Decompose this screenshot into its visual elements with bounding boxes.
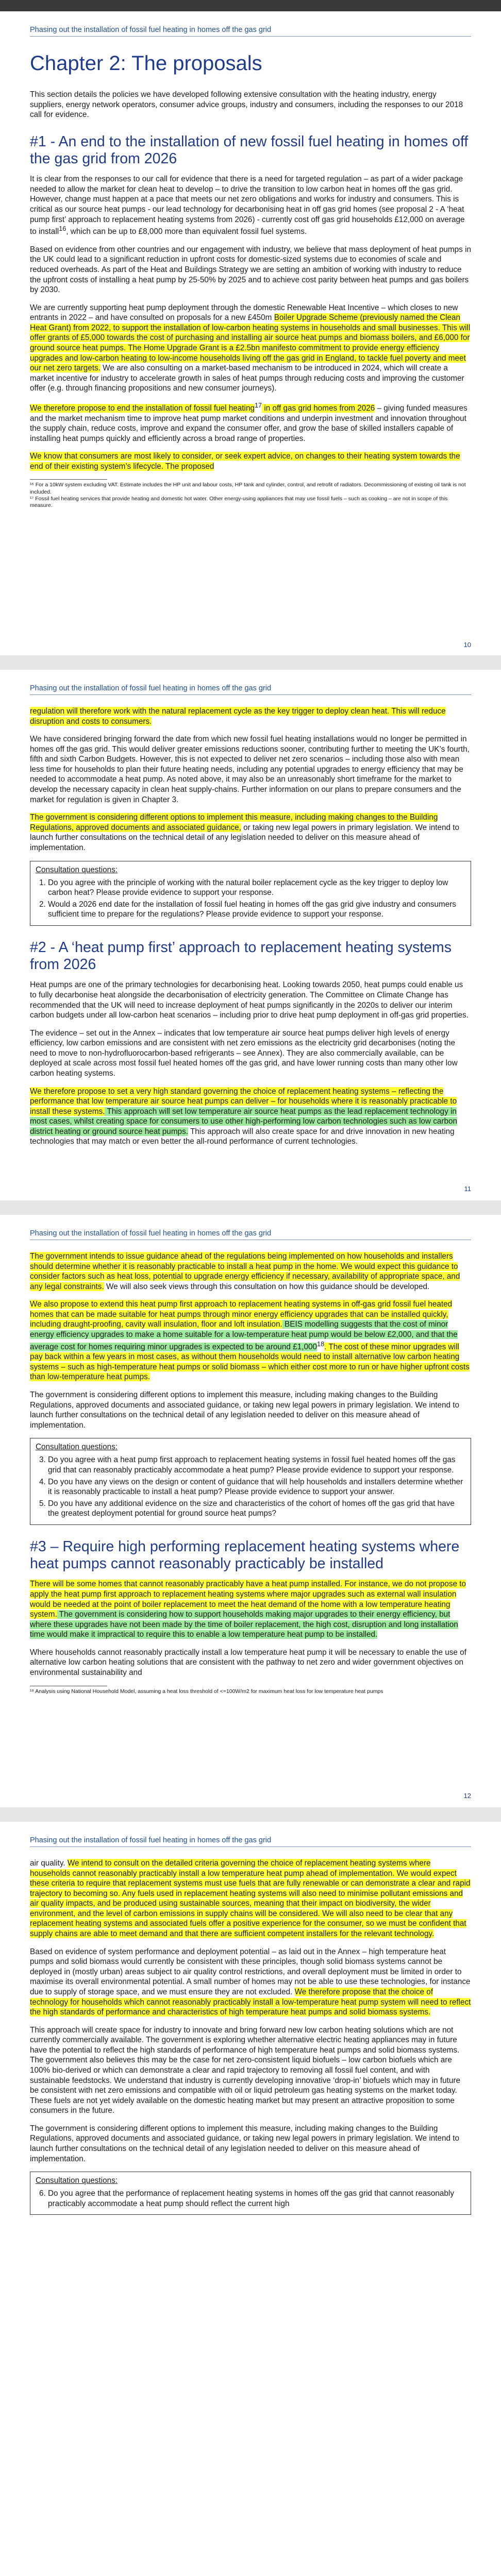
body-paragraph: Heat pumps are one of the primary technologies for decarbonising heat. Looking towards 2050, heat pumps could enable us to fully decarbonise heat alongside the decarbonisation of electricity generation. The Committee on Climate Change has recommended that the UK will need to increase deployment of heat pumps significantly in the 2020s to deliver our interim carbon budgets under all low-carbon heat scenarios – including prior to drive heat pump deployment in off-gas grid properties. xyxy=(30,980,469,1020)
section-heading: #3 – Require high performing replacement heating systems where heat pumps cannot reasonably practicably be installed xyxy=(30,1538,460,1572)
footnote: ¹⁸ Analysis using National Household Model, assuming a heat loss threshold of <=100W/m2 for maximum heat loss for low temperature heat pumps xyxy=(30,1688,383,1694)
body-paragraph: Based on evidence from other countries and our engagement with industry, we believe that mass deployment of heat pumps in the UK could lead to a significant reduction in upfront costs for domestic-sized systems due to economies of scale and reduced overheads. As part of the Heat and Buildings Strategy we are setting an ambition of working with industry to reduce the upfront costs of installing a heat pump by 25-50% by 2025 and to achieve cost parity between heat pumps and gas boilers by 2030. xyxy=(30,245,471,295)
page-number: 10 xyxy=(463,641,471,649)
consultation-question: 1. Do you agree with the principle of working with the natural boiler replacement cycle as the key trigger to deploy low carbon heat? Please provide evidence to support your response. xyxy=(48,878,465,898)
highlighted-text: regulation will therefore work with the natural replacement cycle as the key trigger to deploy clean heat. This will reduce disruption and costs to consumers. xyxy=(30,707,446,726)
running-header: Phasing out the installation of fossil fuel heating in homes off the gas grid xyxy=(30,1836,471,1847)
highlighted-text: We therefore propose that the choice of technology for households which cannot reasonably practicably install a low-temperature heat pump system will need to reflect the high standards of performance and characteristics of high temperature heat pumps and solid biomass systems. xyxy=(30,1987,471,2017)
page-number: 12 xyxy=(463,1792,471,1800)
highlighted-text: We intend to consult on the detailed criteria governing the choice of replacement heating systems where households cannot reasonably practicably install a low temperature heat pump ahead of implementation. We would expect these criteria to require that replacement systems must use fuels that are fully renewable or can demonstrate a clear and rapid trajectory to becoming so. Any fuels used in replacement heating systems will also need to minimise pollutant emissions and air quality impacts, and be produced using sustainable sources, meaning that their impact on biodiversity, the wider environment, and the level of carbon emissions in supply chains will be considered. We will also need to be clear that any replacement heating systems and associated fuels offer a positive experience for the consumer, so we must be confident that supply chains are able to meet demand and that there are sufficient competent installers for the relevant technology. xyxy=(30,1859,471,1939)
body-paragraph: The government is considering different options to implement this measure, including making changes to the Building Regulations, approved documents and associated guidance, or taking new legal powers in primary legislation. We intend to launch further consultations on the technical detail of any legislation needed to deliver on this measure ahead of implementation. xyxy=(30,1391,460,1430)
running-header: Phasing out the installation of fossil fuel heating in homes off the gas grid xyxy=(30,1229,471,1240)
body-paragraph: We therefore propose to set a very high standard governing the choice of replacement heating systems – reflecting the performance that low temperature air source heat pumps can deliver – for households where it is reasonably practicable to install these systems. This approach will set low temperature air source heat pumps as the lead replacement technology in most cases, whilst creating space for consumers to use other high-performing low carbon technologies such as low carbon district heating or ground source heat pumps. This approach will also create space for and drive innovation in new heating technologies that may match or even better the all-round performance of current technologies. xyxy=(30,1087,457,1146)
highlighted-text: There will be some homes that cannot reasonably practicably have a heat pump installed. For instance, we do not propose to apply the heat pump first approach to replacement heating systems where major upgrades such as external wall insulation would be needed at the point of boiler replacement to meet the heat demand of the home with a low temperature heating system. xyxy=(30,1580,466,1619)
consultation-questions-box xyxy=(30,861,471,926)
viewer-top-bar xyxy=(0,0,501,11)
page-number: 11 xyxy=(464,1185,471,1193)
highlighted-text: . The cost of these minor upgrades will pay back within a few years in most cases, as without them households would need to install alternative low carbon heating systems – such as high-temperature heat pumps or solid biomass – which either cost more to run or have higher upfront costs than low-temperature heat pumps. xyxy=(30,1342,470,1382)
footnote-divider xyxy=(30,479,107,480)
highlighted-text: We therefore propose to set a very high standard governing the choice of replacement heating systems – reflecting the performance that low temperature air source heat pumps can deliver – for households where it is reasonably practicable to install these systems. xyxy=(30,1087,457,1116)
running-header: Phasing out the installation of fossil fuel heating in homes off the gas grid xyxy=(30,26,471,37)
consultation-questions-box xyxy=(30,2172,471,2215)
section-heading: #2 - A ‘heat pump first’ approach to replacement heating systems from 2026 xyxy=(30,939,452,973)
body-paragraph xyxy=(30,706,471,726)
consultation-question: 4. Do you have any views on the design or content of guidance that will help households and installers determine whether it is reasonably practicable to install a heat pump? Please provide evidence to support your answer. xyxy=(48,1477,465,1497)
document-page xyxy=(0,1215,501,1807)
highlighted-text: Boiler Upgrade Scheme (previously named the Clean Heat Grant) from 2022, to support the installation of low-carbon heating systems in households and small businesses. This will offer grants of £5,000 towards the cost of purchasing and installing air source heat pumps and biomass boilers, and £6,000 for ground source heat pumps. The Home Upgrade Grant is a £2.5bn manifesto commitment to provide energy efficiency upgrades and low-carbon heating to low-income households living off the gas grid in England, to tackle fuel poverty and meet our net zero targets. xyxy=(30,313,471,373)
consultation-questions-box xyxy=(30,1438,471,1524)
body-paragraph: Based on evidence of system performance and deployment potential – as laid out in the Annex – high temperature heat pumps and solid biomass would currently be consistent with these principles, though solid biomass systems cannot be deployed in (mostly urban) areas subject to air quality control restrictions, and overall deployment must be limited in order to maximise its overall environmental potential. A small number of homes may not be able to use these technologies, for instance due to supply of storage space, and we must ensure they are not excluded. We therefore propose that the choice of technology for households which cannot reasonably practicably install a low-temperature heat pump system will need to reflect the high standards of performance and characteristics of high temperature heat pumps and solid biomass systems. xyxy=(30,1947,471,2017)
consultation-question: 2. Would a 2026 end date for the installation of fossil fuel heating in homes off the gas grid give industry and consumers sufficient time to prepare for the regulations? Please provide evidence to support your response. xyxy=(48,900,465,920)
body-paragraph: Where households cannot reasonably practically install a low temperature heat pump it will be necessary to enable the use of alternative low carbon heating solutions that are consistent with the pathway to net zero and wider government objectives on environmental sustainability and xyxy=(30,1648,466,1677)
body-paragraph: We therefore propose to end the installation of fossil fuel heating$^{17}$ in off gas grid homes from 2026 – giving funded measures and the market mechanism time to improve heat pump market conditions and underpin investment and innovation throughout the supply chain, reduce costs, improve and expand the consumer offer, and grow the base of skilled installers capable of installing heat pumps quickly and efficiently across a broad range of properties. xyxy=(30,401,467,443)
consultation-question: 3. Do you agree with a heat pump first approach to replacement heating systems in fossil fuel heated homes off the gas grid that can reasonably practicably accommodate a heat pump? Please provide evidence to support your response. xyxy=(48,1455,465,1475)
consultation-question: 6. Do you agree that the performance of replacement heating systems in homes off the gas grid that cannot reasonably practicably accommodate a heat pump should reflect the current high xyxy=(48,2189,465,2209)
consultation-questions-title: Consultation questions: xyxy=(36,865,118,874)
footnote: ¹⁷ Fossil fuel heating services that provide heating and domestic hot water. Other energy-using appliances that may use fossil fuels – such as cooking – are not in scope of this measure. xyxy=(30,495,448,509)
highlighted-text-green: This approach will set low temperature air source heat pumps as the lead replacement technology in most cases, whilst creating space for consumers to use other high-performing low carbon technologies such as low carbon district heating or ground source heat pumps. xyxy=(30,1107,457,1136)
running-header: Phasing out the installation of fossil fuel heating in homes off the gas grid xyxy=(30,684,471,695)
footnote: ¹⁶ For a 10kW system excluding VAT. Estimate includes the HP unit and labour costs, HP tank and cylinder, control, and retrofit of radiators. Decommissioning of existing oil tank is not included. xyxy=(30,482,466,495)
body-paragraph: The evidence – set out in the Annex – indicates that low temperature air source heat pumps deliver high levels of energy efficiency, low carbon emissions and are consistent with net zero emissions as the electricity grid decarbonises (noting the need to move to non-hydrofluorocarbon-based refrigerants – see Annex). They are also commercially available, can be deployed at scale across most fossil fuel heated homes off the gas grid, and have lower running costs than many other low carbon heating systems. xyxy=(30,1028,458,1078)
body-paragraph: The government is considering different options to implement this measure, including making changes to the Building Regulations, approved documents and associated guidance, or taking new legal powers in primary legislation. We intend to launch further consultations on the technical detail of any legislation needed to deliver on this measure ahead of implementation. xyxy=(30,2124,460,2163)
highlighted-text-green: BEIS modelling suggests that the cost of minor energy efficiency upgrades to make a home suitable for a low-temperature heat pump would be below £2,000, and that the average cost for homes requiring minor upgrades is expected to be around £1,000 xyxy=(30,1320,458,1351)
body-paragraph: The government intends to issue guidance ahead of the regulations being implemented on how households and installers should determine whether it is reasonably practicable to install a heat pump in the home. We would expect this guidance to consider factors such as heat loss, potential to upgrade energy efficiency if necessary, availability of appropriate space, and any legal constraints. We will also seek views through this consultation on how this guidance should be developed. xyxy=(30,1252,460,1291)
intro-paragraph: This section details the policies we have developed following extensive consultation with the heating industry, energy suppliers, energy network operators, consumer advice groups, industry and consumers, including the responses to our 2018 call for evidence. xyxy=(30,90,463,120)
highlighted-text: The government is considering different options to implement this measure, including making changes to the Building Regulations, approved documents and associated guidance, xyxy=(30,813,438,832)
body-paragraph: This approach will create space for industry to innovate and bring forward new low carbon heating solutions which are not currently commercially available. The government is exploring whether alternative electric heating appliances may in future have the potential to reflect the high standards of performance of high temperature heat pumps and solid biomass systems. The government also believes this may be the case for net zero-consistent liquid biofuels – low carbon biofuels which are 100% bio-derived or which can demonstrate a clear and rapid trajectory to removing all fossil fuel content, and with sustainable feedstocks. We understand that industry is currently developing innovative ‘drop-in’ biofuels which may in future be consistent with net zero emissions and compatible with oil or liquid petroleum gas heating systems on the market today. These fuels are not yet widely available on the domestic heating market but may present an attractive proposition to some consumers in the future. xyxy=(30,2025,460,2115)
highlighted-text: We therefore propose to end the installation of fossil fuel heating xyxy=(30,404,255,413)
highlighted-text: We also propose to extend this heat pump first approach to replacement heating systems in off-gas grid fossil fuel heated homes that can be made suitable for heat pumps through minor energy efficiency upgrades that can be installed quickly, including draught-proofing, cavity wall insulation, floor and loft insulation. xyxy=(30,1300,453,1329)
highlighted-text-green: The government is considering how to support households making major upgrades to their energy efficiency, but where these upgrades have not been made by the time of boiler replacement, the high cost, disruption and long installation time would make it impractical to require this to enable a low temperature heat pump to be installed. xyxy=(30,1610,458,1639)
consultation-questions-title: Consultation questions: xyxy=(36,2176,118,2185)
footnote-ref[interactable]: 17 xyxy=(254,401,262,409)
body-paragraph xyxy=(30,1299,471,1382)
highlighted-text: We know that consumers are most likely to consider, or seek expert advice, on changes to their heating system towards the end of their existing system’s lifecycle. The proposed xyxy=(30,452,460,471)
body-paragraph: We are currently supporting heat pump deployment through the domestic Renewable Heat Incentive – which closes to new entrants in 2022 – and have consulted on proposals for a new £450m Boiler Upgrade Scheme (previously named the Clean Heat Grant) from 2022, to support the installation of low-carbon heating systems in households and small businesses. This will offer grants of £5,000 towards the cost of purchasing and installing air source heat pumps and biomass boilers, and £6,000 for ground source heat pumps. The Home Upgrade Grant is a £2.5bn manifesto commitment to provide energy efficiency upgrades and low-carbon heating to low-income households living off the gas grid in England, to tackle fuel poverty and meet our net zero targets. We are also consulting on a market-based mechanism to be introduced in 2024, which will create a market incentive for industry to accelerate growth in sales of heat pumps through reducing costs and improving the customer offer (e.g. through financing propositions and new consumer journeys). xyxy=(30,303,471,393)
highlighted-text: in off gas grid homes from 2026 xyxy=(262,404,375,413)
body-paragraph: We have considered bringing forward the date from which new fossil fuel heating installations would no longer be permitted in homes off the gas grid. This would deliver greater emissions reductions sooner, contributing further to meeting the UK’s fourth, fifth and sixth Carbon Budgets. However, this is not expected to deliver net zero scenarios – including those also with mean less time for households to plan their future heating needs, including any potential upgrades to energy efficiency that may be needed to accommodate a heat pump. As noted above, it may also be an unreasonably short timeframe for the market to develop the necessary capacity in clean heat supply-chains. Further information on our plans to prepare consumers and the market for regulation is given in Chapter 3. xyxy=(30,735,470,804)
document-page xyxy=(0,11,501,655)
document-page xyxy=(0,670,501,1200)
section-heading: #1 - An end to the installation of new fossil fuel heating in homes off the gas grid from 2026 xyxy=(30,133,469,167)
chapter-title: Chapter 2: The proposals xyxy=(30,52,262,75)
body-paragraph: It is clear from the responses to our call for evidence that there is a need for targeted regulation – as part of a wider package needed to allow the market for clean heat to develop – to drive the transition to low carbon heat in homes off the gas grid. However, change must happen at a pace that meets our net zero obligations and works for industry and consumers. This is critical as our source heat pumps - our lead technology for decarbonising heat in off gas grid homes (see proposal 2 - A ‘heat pump first’ approach to replacement heating systems from 2026) - currently cost off gas grid households £12,000 on average to install$^{16}$, which can be up to £8,000 more than equivalent fossil fuel systems. xyxy=(30,175,465,236)
footnote-ref[interactable]: 18 xyxy=(316,1340,325,1348)
highlighted-text: The government intends to issue guidance ahead of the regulations being implemented on how households and installers should determine whether it is reasonably practicable to install a heat pump in the home. We would expect this guidance to consider factors such as heat loss, potential to upgrade energy efficiency if necessary, availability of appropriate space, and any legal constraints. xyxy=(30,1252,460,1291)
consultation-questions-title: Consultation questions: xyxy=(36,1443,118,1452)
body-paragraph xyxy=(30,451,471,471)
footnote-ref[interactable]: 16 xyxy=(59,225,66,233)
body-paragraph: The government is considering different options to implement this measure, including making changes to the Building Regulations, approved documents and associated guidance, or taking new legal powers in primary legislation. We intend to launch further consultations on the technical detail of any legislation needed to deliver on this measure ahead of implementation. xyxy=(30,813,460,852)
consultation-question: 5. Do you have any additional evidence on the size and characteristics of the cohort of homes off the gas grid that have the greatest deployment potential for ground source heat pumps? xyxy=(48,1499,465,1519)
document-page xyxy=(0,1822,501,2576)
body-paragraph: air quality. We intend to consult on the detailed criteria governing the choice of replacement heating systems where households cannot reasonably practicably install a low temperature heat pump ahead of implementation. We would expect these criteria to require that replacement systems must use fuels that are fully renewable or can demonstrate a clear and rapid trajectory to becoming so. Any fuels used in replacement heating systems will also need to minimise pollutant emissions and air quality impacts, and be produced using sustainable sources, meaning that their impact on biodiversity, the wider environment, and the level of carbon emissions in supply chains will be considered. We will also need to be clear that any replacement heating systems and associated fuels offer a positive experience for the consumer, so we must be confident that supply chains are able to meet demand and that there are sufficient competent installers for the relevant technology. xyxy=(30,1859,471,1939)
body-paragraph xyxy=(30,1579,471,1639)
